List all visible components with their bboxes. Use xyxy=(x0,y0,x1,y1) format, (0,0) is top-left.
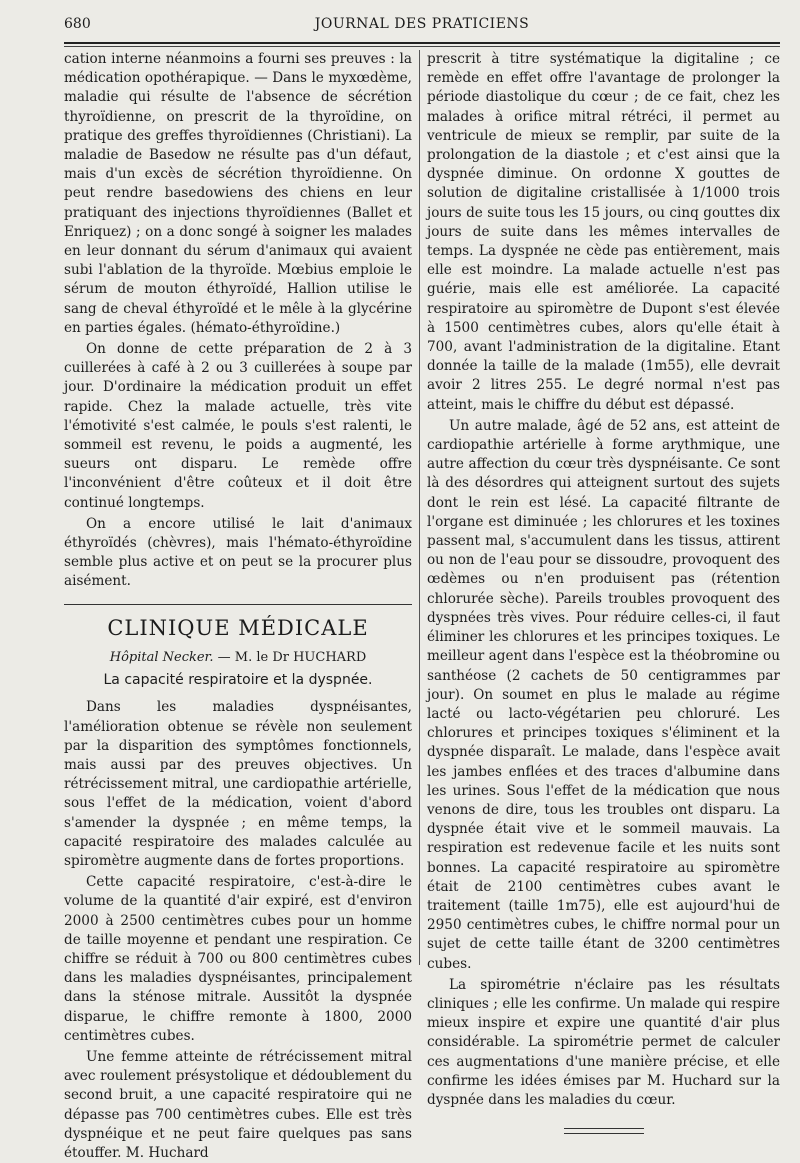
article-title: La capacité respiratoire et la dyspnée. xyxy=(103,672,373,689)
paragraph: cation interne néanmoins a fourni ses preuves : la médication opothérapique. — Dans le myxœdème, maladie qui résulte de l'absence de sécrétion thyroïdienne, on prescrit de la thyroïdine, on pratique des greffes thyroïdiennes (Christiani). La maladie de Basedow ne résulte pas d'un défaut, mais d'un excès de sécrétion thyroïdienne. On peut rendre basedowiens des chiens en leur pratiquant des injections thyroïdiennes (Ballet et Enriquez) ; on a donc songé à soigner les malades en leur donnant du sérum d'animaux qui avaient subi l'ablation de la thyroïde. Mœbius emploie le sérum de mouton éthyroïdé, Hallion utilise le sang de cheval éthyroïdé et le mêle à la glycérine en parties égales. (hémato-éthyroïdine.) xyxy=(64,51,412,336)
page-number: 680 xyxy=(64,16,91,32)
end-ornament-rule xyxy=(564,1128,644,1134)
paragraph: Un autre malade, âgé de 52 ans, est atteint de cardiopathie artérielle à forme arythmique, une autre affection du cœur très dyspnéisante. Ce sont là des désordres qui atteignent surtout des sujets dont le rein est lésé. La capacité filtrante de l'organe est diminuée ; les chlorures et les toxines passent mal, s'accumulent dans les tissus, attirent ou non de l'eau pour se dissoudre, provoquent des œdèmes ou n'en produisent pas (rétention chlorurée sèche). Pareils troubles provoquent des dyspnées très vives. Pour réduire celles-ci, il faut éliminer les chlorures et les principes toxiques. Le meilleur agent dans l'espèce est la théobromine ou santhéose (2 cachets de 50 centigrammes par jour). On soumet en plus le malade au régime lacté ou lacto-végétarien peu chloruré. Les chlorures et principes toxiques s'éliminent et la dyspnée disparaît. Le malade, dans l'espèce avait les jambes enflées et des traces d'albumine dans les urines. Sous l'effet de la médication que nous venons de dire, tous les troubles ont disparu. La dyspnée était vive et le sommeil mauvais. La respiration est redevenue facile et les nuits sont bonnes. La capacité respiratoire au spiromètre était de 2100 centimètres cubes avant le traitement (taille 1m75), elle est aujourd'hui de 2950 centimètres cubes, le chiffre normal pour un sujet de cette taille étant de 3200 centimètres cubes. xyxy=(427,417,780,972)
hospital-line xyxy=(64,648,412,667)
page-header xyxy=(64,16,780,36)
paragraph: On donne de cette préparation de 2 à 3 cuillerées à café à 2 ou 3 cuillerées à soupe par jour. D'ordinaire la médication produit un effet rapide. Chez la malade actuelle, très vite l'émotivité s'est calmée, le pouls s'est ralenti, le sommeil est revenu, le poids a augmenté, les sueurs ont disparu. Le remède offre l'inconvénient d'être coûteux et il doit être continué longtemps. xyxy=(64,341,412,511)
section-divider xyxy=(64,604,412,605)
paragraph: Cette capacité respiratoire, c'est-à-dire le volume de la quantité d'air expiré, est d'environ 2000 à 2500 centimètres cubes pour un homme de taille moyenne et pendant une respiration. Ce chiffre se réduit à 700 ou 800 centimètres cubes dans les maladies dyspnéisantes, principalement dans la sténose mitrale. Aussitôt la dyspnée disparue, le chiffre remonte à 1800, 2000 centimètres cubes. xyxy=(64,874,412,1044)
hospital-name: Hôpital Necker. xyxy=(109,649,214,665)
author-line: — M. le Dr HUCHARD xyxy=(217,649,367,665)
header-rule-thin xyxy=(64,46,780,47)
journal-title: JOURNAL DES PRATICIENS xyxy=(314,16,530,32)
paragraph: Dans les maladies dyspnéisantes, l'amélioration obtenue se révèle non seulement par la disparition des symptômes fonctionnels, mais aussi par des preuves objectives. Un rétrécissement mitral, une cardiopathie artérielle, sous l'effet de la médication, voient d'abord s'amender la dyspnée ; en même temps, la capacité respiratoire des malades calculée au spiromètre augmente dans de fortes proportions. xyxy=(64,699,412,869)
section-title: CLINIQUE MÉDICALE xyxy=(107,615,369,640)
column-divider xyxy=(419,50,420,965)
paragraph: On a encore utilisé le lait d'animaux éthyroïdés (chèvres), mais l'hémato-éthyroïdine semble plus active et on peut se la procurer plus aisément. xyxy=(64,515,412,590)
header-rule xyxy=(64,42,780,44)
left-column xyxy=(64,50,412,1163)
paragraph: prescrit à titre systématique la digitaline ; ce remède en effet offre l'avantage de prolonger la période diastolique du cœur ; de ce fait, chez les malades à orifice mitral rétréci, il permet au ventricule de mieux se remplir, par suite de la prolongation de la diastole ; et c'est ainsi que la dyspnée diminue. On ordonne X gouttes de solution de digitaline cristallisée à 1/1000 trois jours de suite tous les 15 jours, ou cinq gouttes dix jours de suite dans les mêmes intervalles de temps. La dyspnée ne cède pas entièrement, mais elle est moindre. La malade actuelle n'est pas guérie, mais elle est améliorée. La capacité respiratoire au spiromètre de Dupont s'est élevée à 1500 centimètres cubes, alors qu'elle était à 700, avant l'administration de la digitaline. Etant donnée la taille de la malade (1m55), elle devrait avoir 2 litres 255. Le degré normal n'est pas atteint, mais le chiffre du début est dépassé. xyxy=(427,51,780,413)
paragraph: Une femme atteinte de rétrécissement mitral avec roulement présystolique et dédoublement du second bruit, a une capacité respiratoire qui ne dépasse pas 700 centimètres cubes. Elle est très dyspnéique et ne peut faire quelques pas sans étouffer. M. Huchard xyxy=(64,1048,412,1161)
right-column xyxy=(427,50,780,1134)
paragraph: La spirométrie n'éclaire pas les résultats cliniques ; elle les confirme. Un malade qui respire mieux inspire et expire une quantité d'air plus considérable. La spirométrie permet de calculer ces augmentations d'une manière précise, et elle confirme les idées émises par M. Huchard sur la dyspnée dans les maladies du cœur. xyxy=(427,976,780,1108)
